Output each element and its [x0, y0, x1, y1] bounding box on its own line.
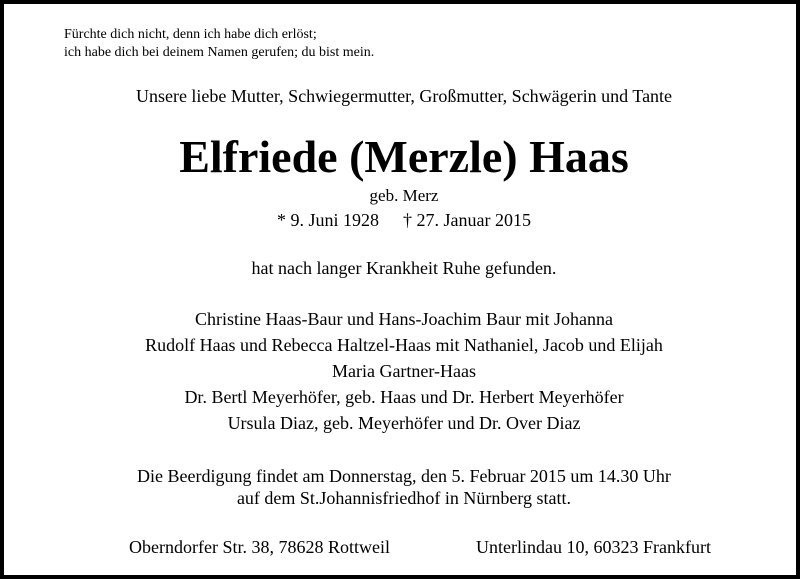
funeral-notice [4, 465, 800, 509]
bible-verse [64, 26, 374, 62]
life-dates [4, 210, 800, 231]
intro-text: Unsere liebe Mutter, Schwiegermutter, Großmutter, Schwägerin und Tante [135, 86, 673, 106]
mourner-line: Rudolf Haas und Rebecca Haltzel-Haas mit Nathaniel, Jacob und Elijah [145, 335, 663, 355]
funeral-line-1: Die Beerdigung findet am Donnerstag, den 5. Februar 2015 um 14.30 Uhr [137, 466, 671, 486]
death-date: † 27. Januar 2015 [403, 210, 531, 230]
rest-text: hat nach langer Krankheit Ruhe gefunden. [251, 258, 557, 278]
address-left: Oberndorfer Str. 38, 78628 Rottweil [129, 537, 390, 557]
mourner-line: Ursula Diaz, geb. Meyerhöfer und Dr. Over Diaz [227, 413, 581, 433]
verse-line-1: Fürchte dich nicht, denn ich habe dich erlöst; [64, 27, 317, 42]
birth-date: * 9. Juni 1928 [277, 210, 380, 230]
deceased-name: Elfriede (Merzle) Haas [179, 131, 629, 182]
verse-line-2: ich habe dich bei deinem Namen gerufen; du bist mein. [64, 45, 375, 60]
mourner-line: Christine Haas-Baur und Hans-Joachim Baur mit Johanna [195, 309, 613, 329]
mourner-line: Maria Gartner-Haas [331, 361, 477, 381]
funeral-line-2: auf dem St.Johannisfriedhof in Nürnberg statt. [236, 488, 572, 508]
mourner-line: Dr. Bertl Meyerhöfer, geb. Haas und Dr. Herbert Meyerhöfer [184, 387, 624, 407]
mourners-list [4, 306, 800, 436]
birth-name: geb. Merz [369, 186, 439, 205]
address-right: Unterlindau 10, 60323 Frankfurt [476, 537, 711, 557]
